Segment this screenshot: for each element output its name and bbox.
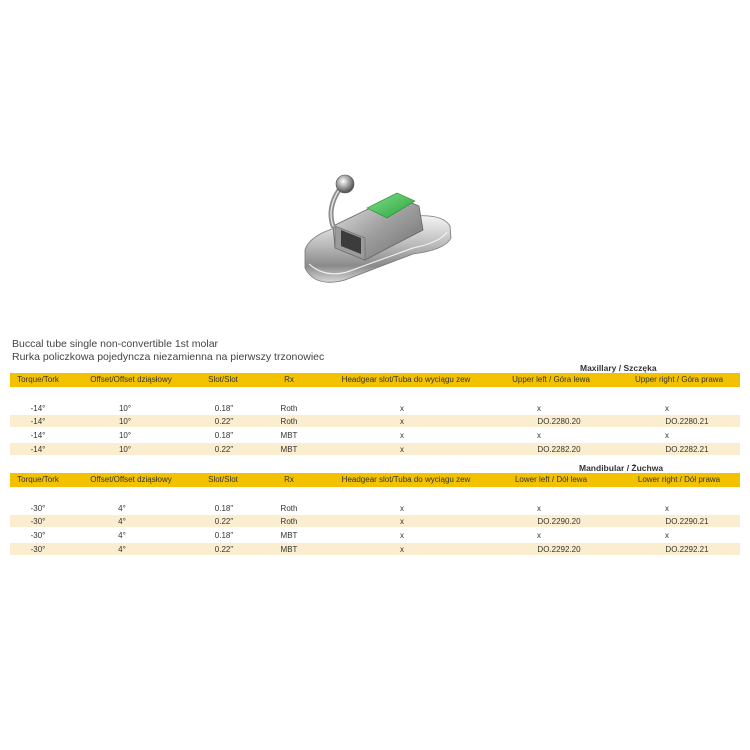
- cell-rx: MBT: [280, 445, 298, 454]
- cell-offset: 4°: [118, 517, 126, 526]
- header-slot: Slot/Slot: [208, 375, 238, 384]
- cell-torque: -30°: [30, 517, 46, 526]
- cell-rx: Roth: [280, 517, 298, 526]
- cell-torque: -30°: [30, 531, 46, 540]
- cell-torque: -14°: [30, 431, 46, 440]
- maxillary-label: Maxillary / Szczęka: [580, 363, 657, 373]
- product-title-en: Buccal tube single non-convertible 1st molar: [12, 338, 219, 350]
- table-row: [10, 529, 740, 541]
- cell-slot: 0.22": [214, 517, 234, 526]
- cell-right: x: [665, 504, 669, 513]
- header-slot: Slot/Slot: [208, 475, 238, 484]
- cell-right: x: [665, 431, 669, 440]
- table-row: [10, 443, 740, 455]
- cell-slot: 0.18": [214, 431, 234, 440]
- cell-headgear: x: [400, 431, 404, 440]
- header-rx: Rx: [284, 375, 294, 384]
- cell-offset: 4°: [118, 504, 126, 513]
- table-row: [10, 402, 740, 414]
- cell-right: DO.2292.21: [665, 545, 709, 554]
- cell-torque: -14°: [30, 445, 46, 454]
- cell-torque: -30°: [30, 504, 46, 513]
- cell-torque: -14°: [30, 404, 46, 413]
- maxillary-header-bar: [10, 373, 740, 387]
- cell-slot: 0.18": [214, 504, 234, 513]
- table-row: [10, 543, 740, 555]
- cell-offset: 4°: [118, 545, 126, 554]
- cell-headgear: x: [400, 417, 404, 426]
- header-rx: Rx: [284, 475, 294, 484]
- buccal-tube-image: [295, 168, 455, 293]
- cell-left: DO.2292.20: [537, 545, 581, 554]
- header-upper-right: Upper right / Góra prawa: [634, 375, 724, 384]
- cell-left: DO.2282.20: [537, 445, 581, 454]
- cell-slot: 0.18": [214, 404, 234, 413]
- header-upper-left: Upper left / Góra lewa: [512, 375, 590, 384]
- table-row: [10, 502, 740, 514]
- cell-offset: 4°: [118, 531, 126, 540]
- header-offset: Offset/Offset dziąsłowy: [90, 375, 172, 384]
- cell-rx: Roth: [280, 417, 298, 426]
- header-headgear: Headgear slot/Tuba do wyciągu zew: [341, 475, 471, 484]
- mandibular-header-bar: [10, 473, 740, 487]
- header-torque: Torque/Tork: [17, 375, 59, 384]
- cell-rx: Roth: [280, 504, 298, 513]
- cell-rx: MBT: [280, 431, 298, 440]
- cell-rx: MBT: [280, 531, 298, 540]
- cell-slot: 0.22": [214, 417, 234, 426]
- cell-headgear: x: [400, 531, 404, 540]
- cell-left: DO.2280.20: [537, 417, 581, 426]
- cell-right: DO.2282.21: [665, 445, 709, 454]
- cell-headgear: x: [400, 545, 404, 554]
- table-row: [10, 515, 740, 527]
- cell-right: x: [665, 404, 669, 413]
- cell-left: x: [537, 504, 541, 513]
- cell-left: x: [537, 431, 541, 440]
- header-torque: Torque/Tork: [17, 475, 59, 484]
- product-title-pl: Rurka policzkowa pojedyncza niezamienna na pierwszy trzonowiec: [12, 351, 325, 363]
- header-headgear: Headgear slot/Tuba do wyciągu zew: [341, 375, 471, 384]
- cell-right: DO.2290.21: [665, 517, 709, 526]
- mandibular-label: Mandibular / Żuchwa: [579, 463, 664, 473]
- cell-torque: -30°: [30, 545, 46, 554]
- cell-left: x: [537, 531, 541, 540]
- cell-headgear: x: [400, 445, 404, 454]
- cell-offset: 10°: [118, 417, 132, 426]
- cell-rx: Roth: [280, 404, 298, 413]
- header-offset: Offset/Offset dziąsłowy: [90, 475, 172, 484]
- table-row: [10, 415, 740, 427]
- cell-torque: -14°: [30, 417, 46, 426]
- cell-slot: 0.22": [214, 545, 234, 554]
- cell-left: DO.2290.20: [537, 517, 581, 526]
- cell-offset: 10°: [118, 404, 132, 413]
- table-row: [10, 429, 740, 441]
- header-lower-right: Lower right / Dół prawa: [637, 475, 721, 484]
- cell-right: DO.2280.21: [665, 417, 709, 426]
- cell-left: x: [537, 404, 541, 413]
- header-lower-left: Lower left / Dół lewa: [514, 475, 588, 484]
- cell-headgear: x: [400, 404, 404, 413]
- cell-offset: 10°: [118, 445, 132, 454]
- cell-slot: 0.22": [214, 445, 234, 454]
- cell-rx: MBT: [280, 545, 298, 554]
- cell-right: x: [665, 531, 669, 540]
- cell-headgear: x: [400, 517, 404, 526]
- cell-slot: 0.18": [214, 531, 234, 540]
- cell-headgear: x: [400, 504, 404, 513]
- cell-offset: 10°: [118, 431, 132, 440]
